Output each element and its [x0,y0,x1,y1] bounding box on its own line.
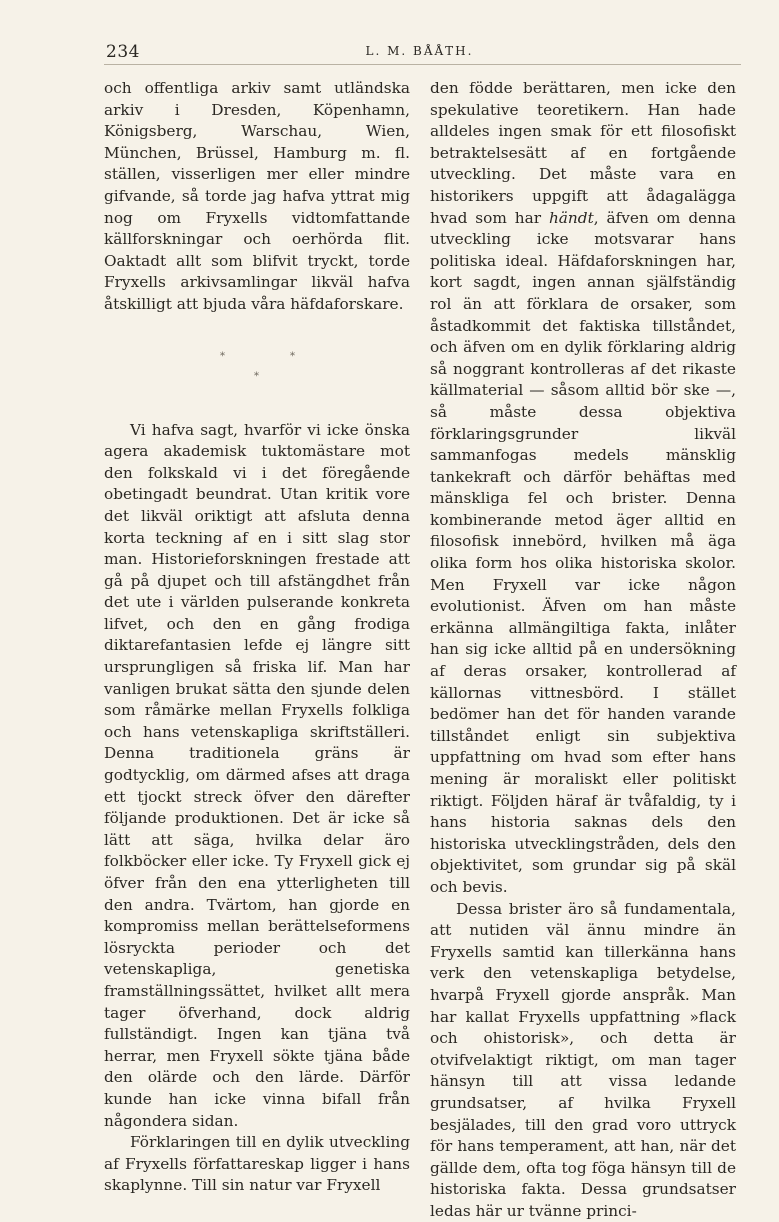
asterisk: * [290,350,295,362]
paragraph: Förklaringen till en dylik utveckling af Fryxells författareskap ligger i hans skaplynne. Till sin natur var Fryxell [104,1133,410,1195]
paragraph: Dessa brister äro så fundamentala, att nutiden väl ännu mindre än Fryxells samtid kan tillerkänna hans verk den vetenskapliga betydelse, hvarpå Fryxell gjorde anspråk. Man har kallat Fryxells uppfattning »flack och ohistorisk», och detta är otvifvelaktigt riktigt, om man tager hänsyn till att vissa ledande grundsatser, af hvilka Fryxell besjälades, till den grad voro uttryck för hans temperament, att han, när det gällde dem, ofta tog föga hänsyn till de historiska fakta. Dessa grundsatser ledas här ur tvänne princi- [430,899,736,1220]
running-head: L. M. BÅÅTH. [365,44,474,58]
asterisk: * [220,350,225,362]
paragraph: och offentliga arkiv samt utländska arkiv i Dresden, Köpenhamn, Königsberg, Warschau, Wien, München, Brüssel, Hamburg m. fl. ställen, visserligen mer eller mindre gifvande, så torde jag hafva yttrat mig nog om Fryxells vidtomfattande källforskningar och oerhörda flit. Oaktadt allt som blifvit tryckt, torde Fryxells arkivsamlingar likväl hafva åtskilligt att bjuda våra häfdaforskare. [104,79,410,313]
right-column [430,78,736,1222]
paragraph [430,78,736,899]
section-break-asterism [104,334,410,394]
text-run: , äfven om denna utveckling icke motsvarar hans politiska ideal. Häfdaforskningen har, kort sagdt, ingen annan själfständig rol än att förklara de orsaker, som åstadkommit det faktiska tillståndet, och äfven om en dylik förklaring aldrig så noggrant kontrolleras af det rikaste källmaterial — såsom alltid bör ske —, så måste dessa objektiva förklaringsgrunder likväl sammanfogas medels mänsklig tankekraft och därför behäftas med mänskliga fel och brister. Denna kombinerande metod äger alltid en filosofisk innebörd, hvilken må äga olika form hos olika historiska skolor. Men Fryxell var icke någon evolutionist. Äfven om han måste erkänna allmängiltiga fakta, inlåter han sig icke alltid på en undersökning af deras orsaker, kontrollerad af källornas vittnesbörd. I stället bedömer han det för handen varande tillståndet enligt sin subjektiva uppfattning om hvad som efter hans mening är moraliskt eller politiskt riktigt. Följden häraf är tvåfaldig, ty i hans historia saknas dels den historiska utvecklingstråden, dels den objektivitet, som grundar sig på skäl och bevis. [430,208,736,896]
left-column [104,78,410,1197]
header-rule [104,64,741,65]
paragraph: Vi hafva sagt, hvarför vi icke önska agera akademisk tuktomästare mot den folkskald vi i det föregående obetingadt beundrat. Utan kritik vore det likväl oriktigt att afsluta denna korta teckning af en i sitt slag stor man. Historieforskningen frestade att gå på djupet och till afstängdhet från det ute i världen pulserande konkreta lifvet, och den en gång frodiga diktarefantasien lefde ej längre sitt ursprungligen så friska lif. Man har vanligen brukat sätta den sjunde delen som råmärke mellan Fryxells folkliga och hans vetenskapliga skriftställeri. Denna traditionela gräns är godtycklig, om därmed afses att draga ett tjockt streck öfver den därefter följande produktionen. Det är icke så lätt att säga, hvilka delar äro folkböcker eller icke. Ty Fryxell gick ej öfver från den ena ytterligheten till den andra. Tvärtom, han gjorde en kompromiss mellan berättelseformens lösryckta perioder och det vetenskapliga, genetiska framställningssättet, hvilket allt mera tager öfverhand, dock aldrig fullständigt. Ingen kan tjäna två herrar, men Fryxell sökte tjäna både den olärde och den lärde. Därför kunde han icke vinna bifall från någondera sidan. [104,420,410,1130]
asterisk: * [254,370,259,382]
page-number: 234 [106,42,140,62]
text-run: den födde berättaren, men icke den spekulative teoretikern. Han hade alldeles ingen smak för ett filosofiskt betraktelsesätt af en fortgående utveckling. Det måste vara en historikers uppgift att ådagalägga hvad som har [430,79,736,227]
emphasis: händt [548,208,594,227]
